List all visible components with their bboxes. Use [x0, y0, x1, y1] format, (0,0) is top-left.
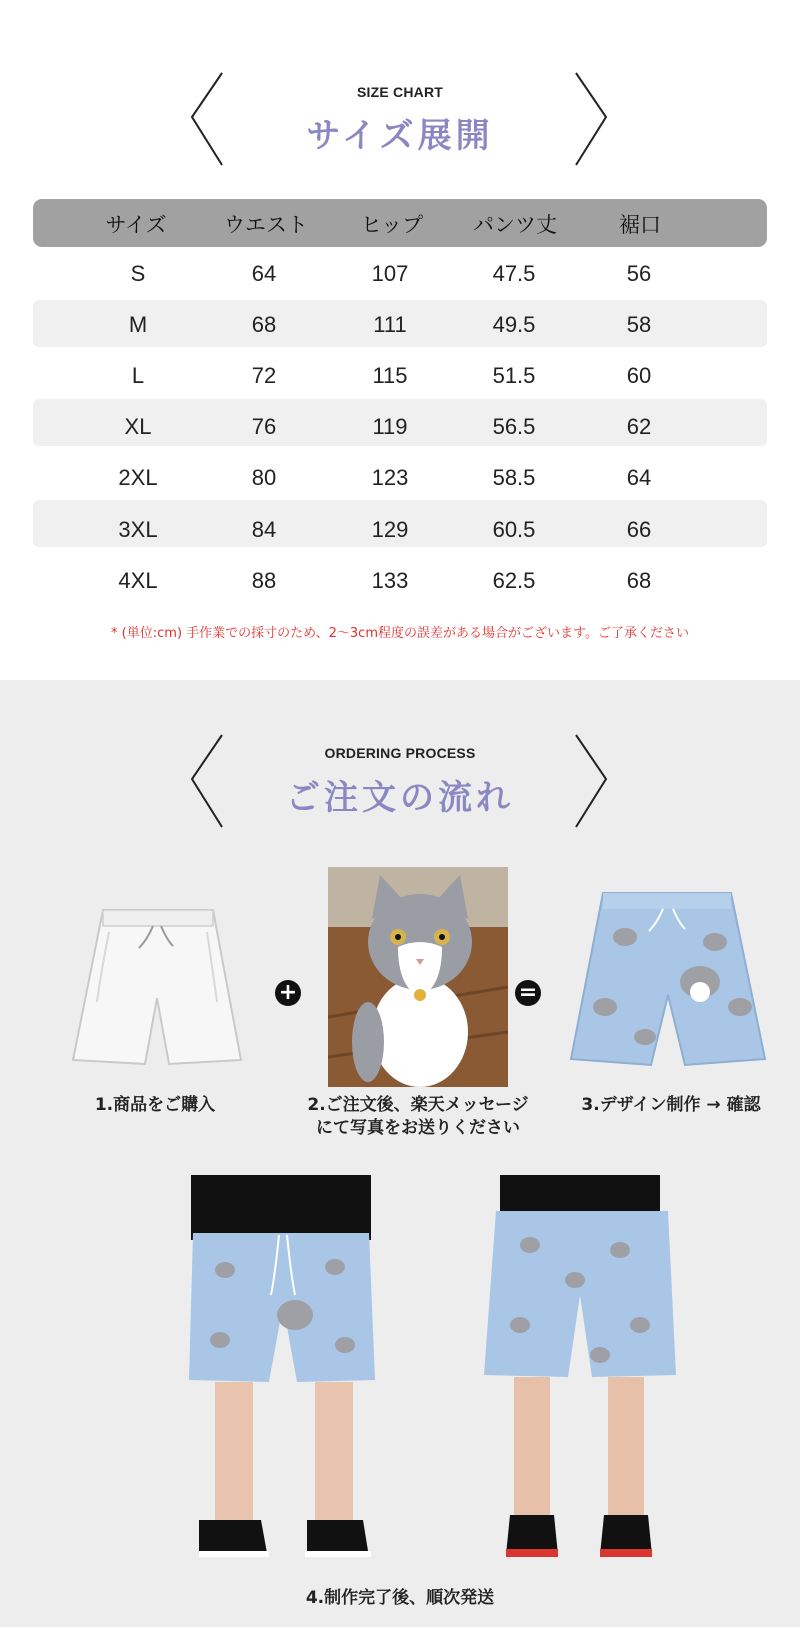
plus-icon: + — [275, 980, 301, 1006]
column-header-hem: 裾口 — [619, 213, 661, 237]
table-cell-waist: 84 — [251, 517, 277, 542]
table-cell-length: 49.5 — [492, 312, 536, 337]
table-cell-hip: 133 — [371, 568, 409, 593]
table-cell-length: 47.5 — [492, 261, 536, 286]
ordering-section — [0, 680, 800, 1627]
measurement-note: * (単位:cm) 手作業での採寸のため、2～3cm程度の誤差がある場合がございます。ご了承ください — [111, 626, 689, 641]
column-header-waist: ウエスト — [224, 213, 308, 237]
table-cell-length: 62.5 — [492, 568, 536, 593]
column-header-hip: ヒップ — [360, 213, 424, 237]
column-header-size: サイズ — [105, 213, 167, 237]
table-cell-waist: 76 — [251, 414, 277, 439]
table-cell-hem: 64 — [626, 465, 652, 490]
printed-shorts-image — [565, 887, 771, 1072]
table-cell-length: 60.5 — [492, 517, 536, 542]
table-cell-size: S — [130, 261, 146, 286]
table-cell-hip: 119 — [372, 414, 408, 439]
white-shorts-image — [65, 902, 250, 1072]
table-cell-hem: 68 — [626, 568, 652, 593]
table-cell-hem: 58 — [626, 312, 652, 337]
column-header-length: パンツ丈 — [473, 213, 557, 237]
table-cell-hip: 111 — [373, 312, 407, 337]
step-4-label: 4.制作完了後、順次発送 — [305, 1588, 495, 1608]
ordering-subtitle: ORDERING PROCESS — [324, 745, 476, 761]
table-cell-size: 3XL — [118, 517, 158, 542]
table-cell-waist: 72 — [251, 363, 277, 388]
step-2-label: 2.ご注文後、楽天メッセージ にて写真をお送りください — [307, 1095, 529, 1138]
table-cell-hip: 107 — [371, 261, 409, 286]
size-chart-subtitle: SIZE CHART — [357, 84, 443, 100]
table-cell-size: 2XL — [118, 465, 158, 490]
table-cell-length: 58.5 — [492, 465, 536, 490]
step-3-label: 3.デザイン制作 → 確認 — [581, 1095, 761, 1115]
equals-icon: = — [515, 980, 541, 1006]
table-cell-waist: 68 — [251, 312, 277, 337]
table-cell-waist: 64 — [251, 261, 277, 286]
table-cell-size: 4XL — [118, 568, 158, 593]
ordering-title: ご注文の流れ — [286, 778, 514, 818]
table-cell-waist: 80 — [251, 465, 277, 490]
table-cell-waist: 88 — [251, 568, 277, 593]
table-cell-hem: 56 — [626, 261, 652, 286]
step-1-label: 1.商品をご購入 — [94, 1095, 216, 1115]
table-cell-hip: 129 — [371, 517, 409, 542]
model-front-image — [185, 1175, 385, 1575]
table-cell-size: M — [128, 312, 148, 337]
table-cell-size: L — [131, 363, 145, 388]
table-cell-hem: 62 — [626, 414, 652, 439]
table-cell-hip: 123 — [371, 465, 409, 490]
size-chart-title: サイズ展開 — [306, 116, 494, 156]
table-cell-hem: 60 — [626, 363, 652, 388]
table-cell-size: XL — [124, 414, 152, 439]
table-cell-hem: 66 — [626, 517, 652, 542]
table-cell-length: 56.5 — [492, 414, 536, 439]
table-cell-length: 51.5 — [492, 363, 536, 388]
cat-photo — [328, 867, 508, 1087]
model-back-image — [480, 1175, 680, 1575]
table-cell-hip: 115 — [372, 363, 408, 388]
